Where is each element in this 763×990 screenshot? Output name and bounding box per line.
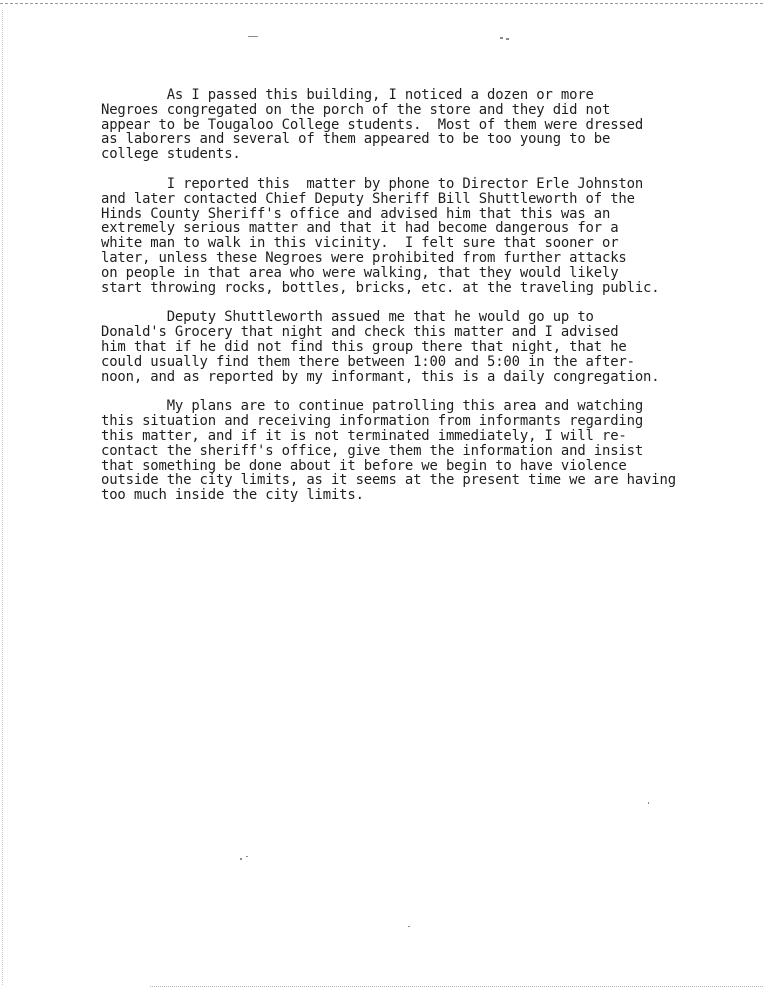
text-line: this situation and receiving information from informants regarding	[101, 413, 644, 430]
text-line: that something be done about it before we begin to have violence	[101, 457, 627, 474]
text-line: As I passed this building, I noticed a dozen or more	[101, 87, 594, 103]
text-line: and later contacted Chief Deputy Sheriff Bill Shuttleworth of the	[101, 190, 635, 207]
text-line: Deputy Shuttleworth assued me that he would go up to	[101, 309, 594, 326]
text-line: this matter, and if it is not terminated immediately, I will re-	[101, 427, 627, 444]
memo-body	[101, 88, 741, 518]
text-line: on people in that area who were walking, that they would likely	[101, 264, 619, 281]
text-line: outside the city limits, as it seems at the present time we are having	[101, 472, 676, 489]
text-line: as laborers and several of them appeared to be too young to be	[101, 131, 611, 148]
paragraph-1	[101, 88, 741, 162]
text-line: My plans are to continue patrolling this area and watching	[101, 398, 644, 415]
bottom-edge-mark	[150, 986, 763, 987]
text-line: Hinds County Sheriff's office and advised him that this was an	[101, 205, 611, 222]
text-line: white man to walk in this vicinity. I felt sure that sooner or	[101, 235, 619, 252]
text-line: later, unless these Negroes were prohibited from further attacks	[101, 249, 627, 266]
text-line: I reported this matter by phone to Director Erle Johnston	[101, 175, 644, 192]
top-edge-mark	[0, 3, 763, 4]
text-line: college students.	[101, 146, 241, 163]
text-line: could usually find them there between 1:00 and 5:00 in the after-	[101, 353, 635, 370]
paragraph-4	[101, 399, 741, 503]
text-line: start throwing rocks, bottles, bricks, etc. at the traveling public.	[101, 279, 660, 296]
scan-speck	[246, 856, 248, 857]
paragraph-2	[101, 177, 741, 295]
scan-speck	[500, 37, 503, 39]
text-line: Donald's Grocery that night and check this matter and I advised	[101, 324, 619, 341]
text-line: contact the sheriff's office, give them the information and insist	[101, 442, 644, 459]
text-line: appear to be Tougaloo College students. Most of them were dressed	[101, 116, 644, 133]
text-line: too much inside the city limits.	[101, 487, 364, 504]
text-line: him that if he did not find this group there that night, that he	[101, 338, 627, 355]
text-line: extremely serious matter and that it had become dangerous for a	[101, 220, 619, 237]
text-line: noon, and as reported by my informant, this is a daily congregation.	[101, 368, 660, 385]
scan-speck	[408, 926, 410, 927]
scan-speck	[648, 802, 649, 804]
scan-speck	[248, 36, 258, 37]
text-line: Negroes congregated on the porch of the store and they did not	[101, 101, 611, 118]
paragraph-3	[101, 310, 741, 384]
left-edge-mark	[2, 10, 3, 985]
scan-speck	[240, 858, 242, 860]
scan-speck	[506, 38, 509, 40]
